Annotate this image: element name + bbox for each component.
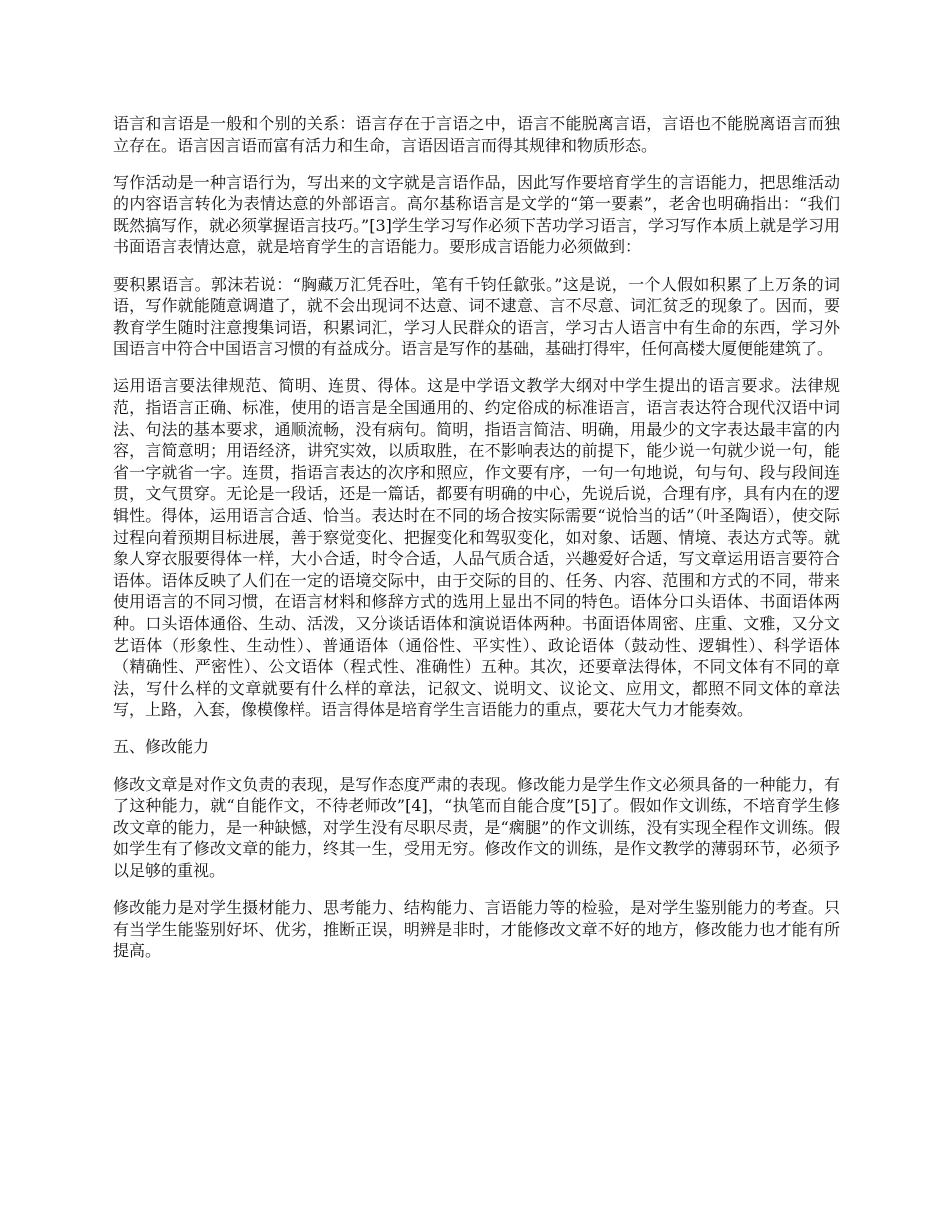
document-body	[113, 113, 840, 977]
paragraph-accumulate-language: 要积累语言。郭沫若说：“胸藏万汇凭吞吐，笔有千钧任歙张。”这是说，一个人假如积累了上万条的词语，写作就能随意调遣了，就不会出现词不达意、词不逮意、言不尽意、词汇贫乏的现象了。因而，要教育学生随时注意搜集词语，积累词汇，学习人民群众的语言，学习古人语言中有生命的东西，学习外国语言中符合中国语言习惯的有益成分。语言是写作的基础，基础打得牢，任何高楼大厦便能建筑了。	[113, 274, 840, 359]
paragraph-use-language: 运用语言要法律规范、简明、连贯、得体。这是中学语文教学大纲对中学生提出的语言要求。法律规范，指语言正确、标准，使用的语言是全国通用的、约定俗成的标准语言，语言表达符合现代汉语中词法、句法的基本要求，通顺流畅，没有病句。简明，指语言简洁、明确，用最少的文字表达最丰富的内容，言简意明；用语经济，讲究实效，以质取胜，在不影响表达的前提下，能少说一句就少说一句，能省一字就省一字。连贯，指语言表达的次序和照应，作文要有序，一句一句地说，句与句、段与段间连贯，文气贯穿。无论是一段话，还是一篇话，都要有明确的中心，先说后说，合理有序，具有内在的逻辑性。得体，运用语言合适、恰当。表达时在不同的场合按实际需要“说恰当的话”（叶圣陶语），使交际过程向着预期目标进展，善于察觉变化、把握变化和驾驭变化，如对象、话题、情境、表达方式等。就象人穿衣服要得体一样，大小合适，时令合适，人品气质合适，兴趣爱好合适，写文章运用语言要符合语体。语体反映了人们在一定的语境交际中，由于交际的目的、任务、内容、范围和方式的不同，带来使用语言的不同习惯，在语言材料和修辞方式的选用上显出不同的特色。语体分口头语体、书面语体两种。口头语体通俗、生动、活泼，又分谈话语体和演说语体两种。书面语体周密、庄重、文雅，又分文艺语体（形象性、生动性）、普通语体（通俗性、平实性）、政论语体（鼓动性、逻辑性）、科学语体（精确性、严密性）、公文语体（程式性、准确性）五种。其次，还要章法得体，不同文体有不同的章法，写什么样的文章就要有什么样的章法，记叙文、说明文、议论文、应用文，都照不同文体的章法写，上路，入套，像模像样。语言得体是培育学生言语能力的重点，要花大气力才能奏效。	[113, 376, 840, 720]
section-heading-revision: 五、修改能力	[113, 737, 210, 757]
paragraph-writing-activity: 写作活动是一种言语行为，写出来的文字就是言语作品，因此写作要培育学生的言语能力，把思维活动的内容语言转化为表情达意的外部语言。高尔基称语言是文学的“第一要素”，老舍也明确指出：“我们既然搞写作，就必须掌握语言技巧。”[3]学生学习写作必须下苦功学习语言，学习写作本质上就是学习用书面语言表情达意，就是培育学生的言语能力。要形成言语能力必须做到：	[113, 172, 840, 257]
paragraph-revision-ability: 修改能力是对学生摄材能力、思考能力、结构能力、言语能力等的检验，是对学生鉴别能力的考查。只有当学生能鉴别好坏、优劣，推断正误，明辨是非时，才能修改文章不好的地方，修改能力也才能有所提高。	[113, 898, 840, 961]
paragraph-language-speech-relation: 语言和言语是一般和个别的关系：语言存在于言语之中，语言不能脱离言语，言语也不能脱离语言而独立存在。语言因言语而富有活力和生命，言语因语言而得其规律和物质形态。	[113, 114, 840, 155]
paragraph-revision-importance: 修改文章是对作文负责的表现，是写作态度严肃的表现。修改能力是学生作文必须具备的一种能力，有了这种能力，就“自能作文，不待老师改”[4]，“执笔而自能合度”[5]了。假如作文训练，不培育学生修改文章的能力，是一种缺憾，对学生没有尽职尽责，是“瘸腿”的作文训练，没有实现全程作文训练。假如学生有了修改文章的能力，终其一生，受用无穷。修改作文的训练，是作文教学的薄弱环节，必须予以足够的重视。	[113, 774, 840, 880]
